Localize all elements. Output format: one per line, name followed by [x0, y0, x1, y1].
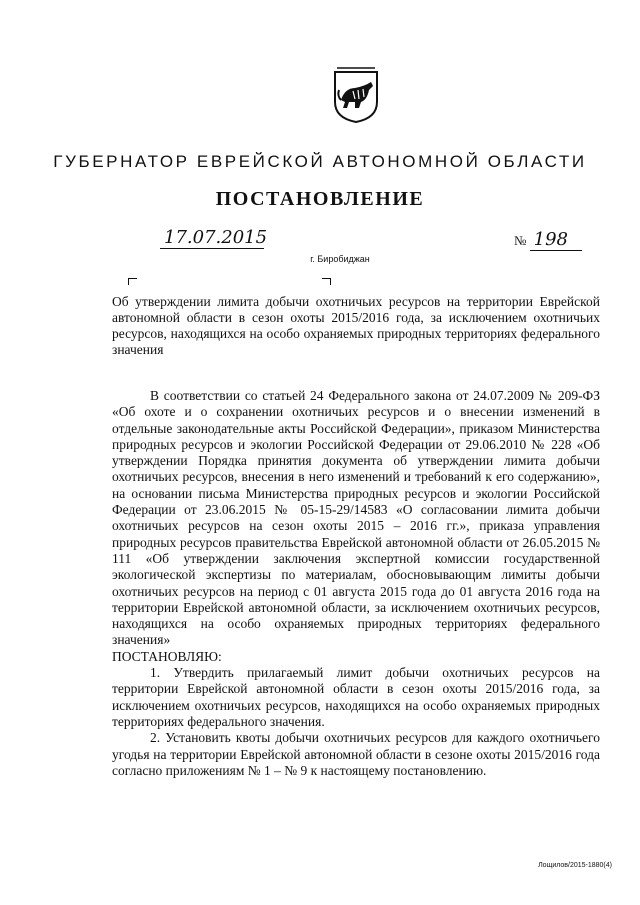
authority-title: ГУБЕРНАТОР ЕВРЕЙСКОЙ АВТОНОМНОЙ ОБЛАСТИ — [53, 152, 587, 171]
left-corner-mark — [128, 278, 137, 285]
coat-of-arms-tiger-icon — [331, 66, 381, 124]
decree-word: ПОСТАНОВЛЯЮ: — [112, 648, 222, 664]
right-corner-mark — [322, 278, 331, 285]
document-number — [514, 230, 582, 251]
item-1-paragraph: 1. Утвердить прилагаемый лимит добычи охотничьих ресурсов на территории Еврейской автономной области в сезон охоты 2015/2016 года, за исключением охотничьих ресурсов, находящихся на особо охраняемых природных территориях федерального значения. — [112, 665, 600, 729]
document-body — [112, 388, 600, 779]
preamble-paragraph: В соответствии со статьей 24 Федерального закона от 24.07.2009 № 209-ФЗ «Об охоте и о сохранении охотничьих ресурсов и о внесении изменений в отдельные законодательные акты Российской Федерации», приказом Министерства природных ресурсов и экологии Российской Федерации от 29.06.2010 № 228 «Об утверждении Порядка принятия документа об утверждении лимита добычи охотничьих ресурсов, внесения в него изменений и требований к его содержанию», на основании письма Министерства природных ресурсов и экологии Российской Федерации от 23.06.2015 № 05-15-29/14583 «О согласовании лимита добычи охотничьих ресурсов на сезон охоты 2015 – 2016 гг.», приказа управления природных ресурсов правительства Еврейской автономной области от 26.05.2015 № 111 «Об утверждении заключения экспертной комиссии государственной экологической экспертизы по материалам, обосновывающим лимиты добычи охотничьих ресурсов на период с 01 августа 2015 года до 01 августа 2016 года на территории Еврейской автономной области, за исключением охотничьих ресурсов, находящихся на особо охраняемых природных территориях федерального значения» — [112, 388, 600, 648]
number-value: 198 — [530, 230, 582, 251]
city: г. Биробиджан — [310, 254, 370, 264]
document-subject: Об утверждении лимита добычи охотничьих ресурсов на территории Еврейской автономной области в сезон охоты 2015/2016 года, за исключением охотничьих ресурсов, находящихся на особо охраняемых природных территориях федерального значения — [112, 294, 600, 357]
number-label: № — [514, 233, 527, 248]
item-2-paragraph: 2. Установить квоты добычи охотничьих ресурсов для каждого охотничьего угодья на территории Еврейской автономной области в сезоне охоты 2015/2016 года согласно приложениям № 1 – № 9 к настоящему постановлению. — [112, 730, 600, 778]
document-type: ПОСТАНОВЛЕНИЕ — [215, 188, 425, 210]
document-date: 17.07.2015 — [160, 228, 264, 249]
footer-code: Лощилов/2015-1880(4) — [538, 862, 612, 869]
